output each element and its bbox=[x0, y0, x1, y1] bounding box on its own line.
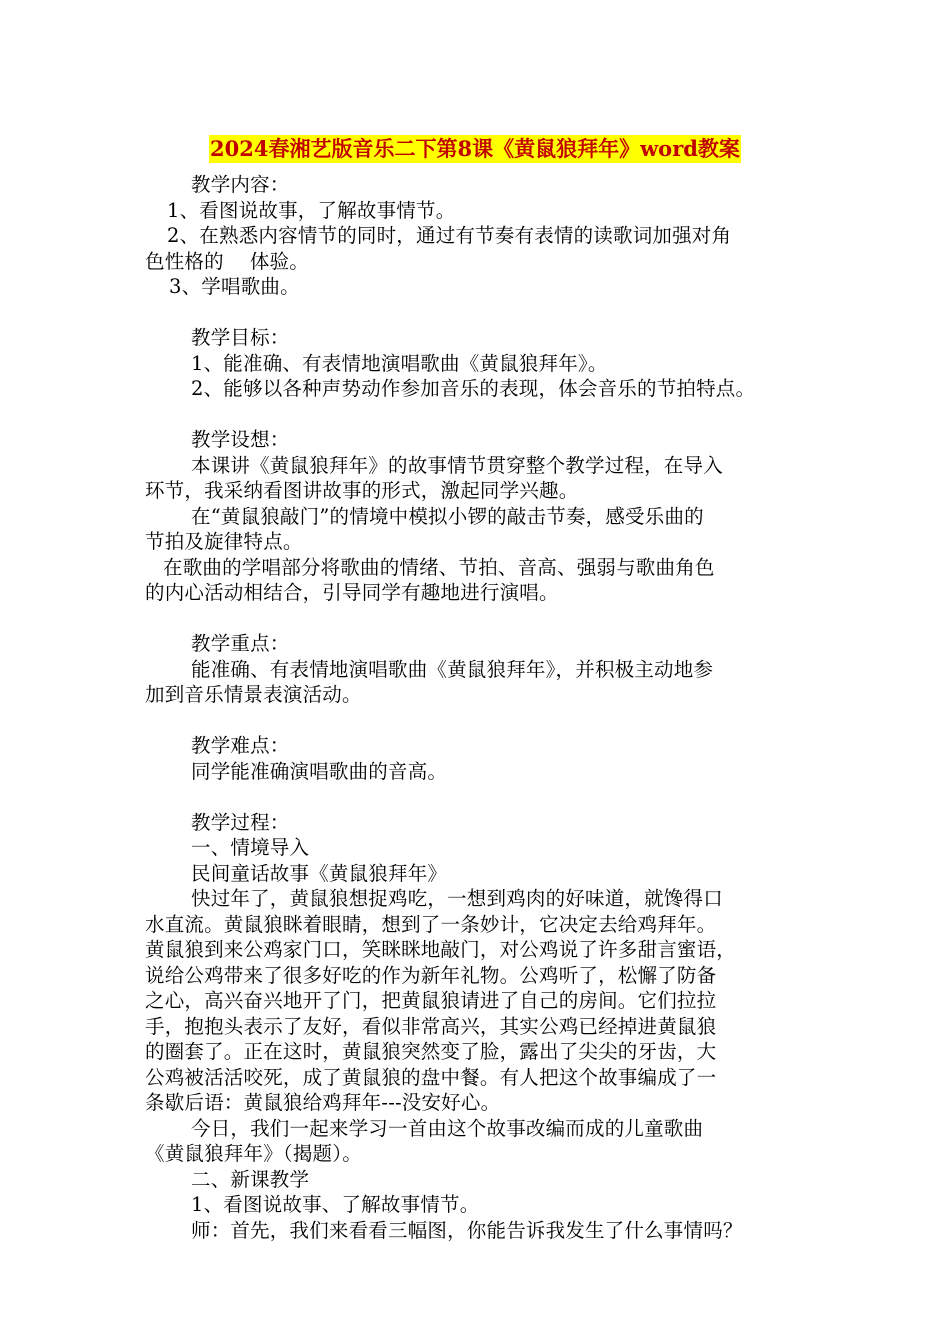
ideas-line-2: 环节，我采纳看图讲故事的形式，激起同学兴趣。 bbox=[145, 479, 579, 502]
story-title: 民间童话故事《黄鼠狼拜年》 bbox=[191, 861, 448, 885]
story-line-5: 之心，高兴奋兴地开了门，把黄鼠狼请进了自己的房间。它们拉拉 bbox=[145, 989, 717, 1012]
goals-item-2: 2、能够以各种声势动作参加音乐的表现，体会音乐的节拍特点。 bbox=[191, 377, 756, 400]
story-line-4: 说给公鸡带来了很多好吃的作为新年礼物。公鸡听了，松懈了防备 bbox=[145, 963, 717, 987]
story-line-8: 公鸡被活活咬死，成了黄鼠狼的盘中餐。有人把这个故事编成了一 bbox=[145, 1065, 717, 1089]
spacer bbox=[145, 300, 815, 326]
story-line-1: 快过年了，黄鼠狼想捉鸡吃，一想到鸡肉的好味道，就馋得口 bbox=[191, 887, 723, 910]
spacer bbox=[145, 606, 815, 632]
content-item-1: 1、看图说故事，了解故事情节。 bbox=[167, 198, 456, 222]
ideas-line-1: 本课讲《黄鼠狼拜年》的故事情节贯穿整个教学过程，在导入 bbox=[191, 453, 723, 477]
spacer bbox=[145, 708, 815, 734]
content-item-2-cont: 色性格的 体验。 bbox=[145, 249, 309, 273]
story-line-6: 手，抱抱头表示了友好，看似非常高兴，其实公鸡已经掉进黄鼠狼 bbox=[145, 1014, 717, 1038]
title-container bbox=[0, 135, 950, 163]
ideas-line-3: 在“黄鼠狼敲门”的情境中模拟小锣的敲击节奏，感受乐曲的 bbox=[191, 504, 704, 528]
content-item-3: 3、学唱歌曲。 bbox=[169, 275, 300, 298]
key-points-heading: 教学重点： bbox=[191, 632, 290, 655]
ideas-line-6: 的内心活动相结合，引导同学有趣地进行演唱。 bbox=[145, 581, 559, 604]
today-line-2: 《黄鼠狼拜年》（揭题）。 bbox=[145, 1142, 362, 1165]
document-body bbox=[145, 172, 815, 1243]
spacer bbox=[145, 402, 815, 428]
key-points-line-2: 加到音乐情景表演活动。 bbox=[145, 683, 362, 706]
goals-heading: 教学目标： bbox=[191, 326, 290, 349]
story-line-9: 条歇后语：黄鼠狼给鸡拜年---没安好心。 bbox=[145, 1091, 501, 1114]
today-line-1: 今日，我们一起来学习一首由这个故事改编而成的儿童歌曲 bbox=[191, 1116, 704, 1140]
content-heading: 教学内容： bbox=[191, 173, 290, 196]
spacer bbox=[145, 784, 815, 810]
ideas-heading: 教学设想： bbox=[191, 428, 290, 451]
teacher-line: 师：首先，我们来看看三幅图，你能告诉我发生了什么事情吗？ bbox=[191, 1218, 743, 1242]
key-points-line-1: 能准确、有表情地演唱歌曲《黄鼠狼拜年》，并积极主动地参 bbox=[191, 657, 714, 681]
process-step-1: 1、看图说故事、了解故事情节。 bbox=[191, 1193, 480, 1216]
process-section-2: 二、新课教学 bbox=[191, 1167, 310, 1191]
ideas-line-5: 在歌曲的学唱部分将歌曲的情绪、节拍、音高、强弱与歌曲角色 bbox=[163, 555, 715, 579]
goals-item-1: 1、能准确、有表情地演唱歌曲《黄鼠狼拜年》。 bbox=[191, 351, 608, 375]
ideas-line-4: 节拍及旋律特点。 bbox=[145, 530, 303, 553]
difficulties-line-1: 同学能准确演唱歌曲的音高。 bbox=[191, 759, 448, 783]
process-heading: 教学过程： bbox=[191, 810, 290, 834]
story-line-2: 水直流。黄鼠狼眯着眼睛，想到了一条妙计，它决定去给鸡拜年。 bbox=[145, 912, 717, 936]
document-title: 2024春湘艺版音乐二下第8课《黄鼠狼拜年》word教案 bbox=[210, 136, 740, 161]
process-section-1: 一、情境导入 bbox=[191, 836, 310, 859]
story-line-7: 的圈套了。正在这时，黄鼠狼突然变了脸，露出了尖尖的牙齿，大 bbox=[145, 1040, 717, 1063]
content-item-2: 2、在熟悉内容情节的同时，通过有节奏有表情的读歌词加强对角 bbox=[167, 224, 732, 247]
difficulties-heading: 教学难点： bbox=[191, 734, 290, 757]
story-line-3: 黄鼠狼到来公鸡家门口，笑眯眯地敲门，对公鸡说了许多甜言蜜语， bbox=[145, 938, 737, 961]
